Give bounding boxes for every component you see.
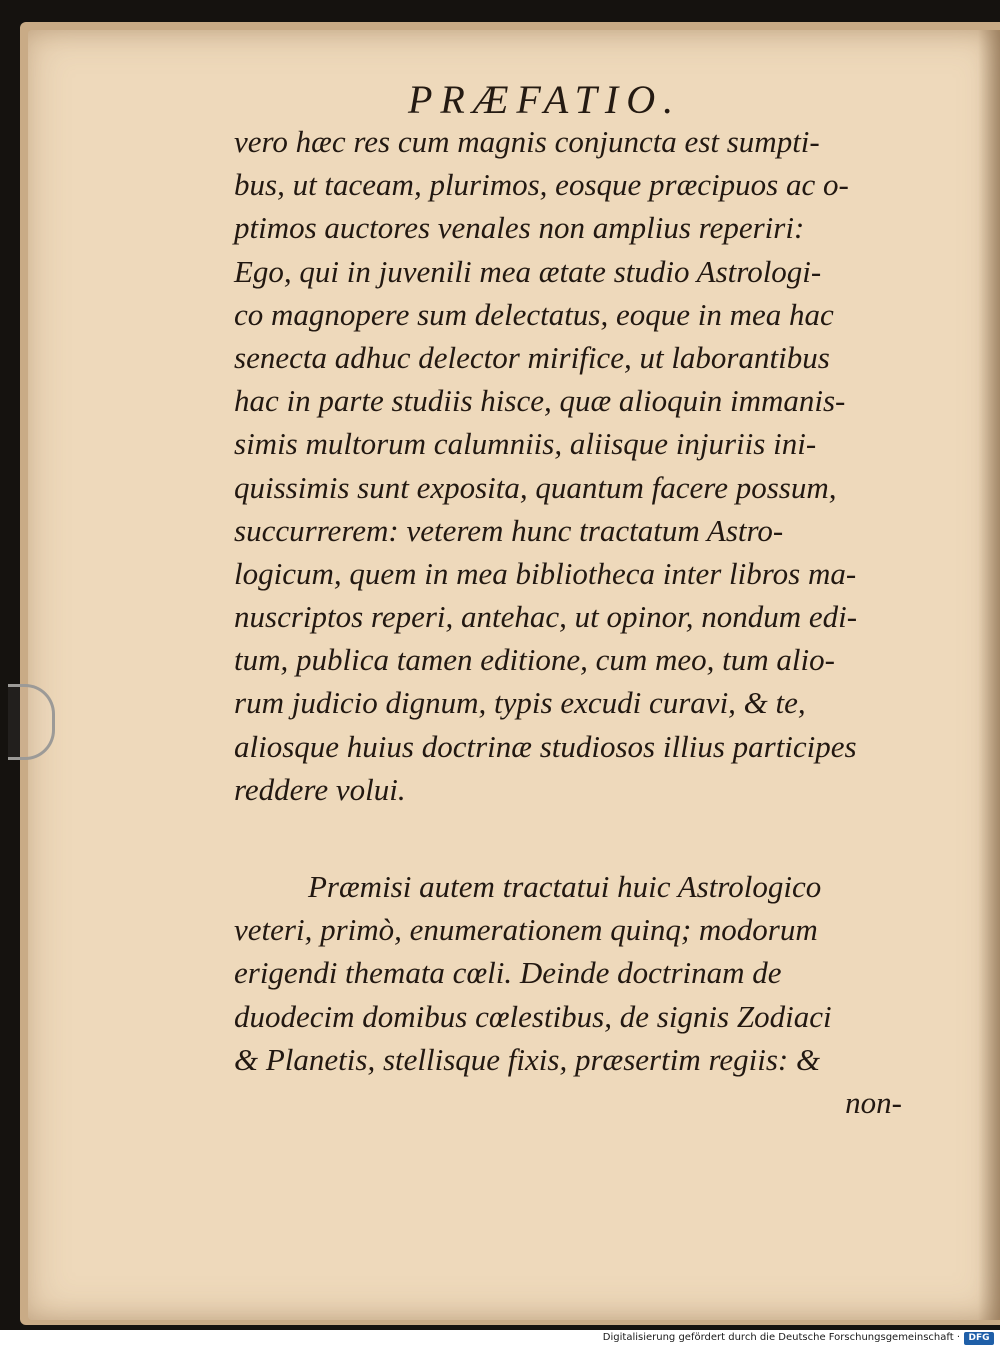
- text-line: succurrerem: veterem hunc tractatum Astro-: [234, 512, 784, 548]
- text-line: quissimis sunt exposita, quantum facere possum,: [234, 469, 837, 505]
- catchword: non-: [845, 1084, 902, 1120]
- text-line: bus, ut taceam, plurimos, eosque præcipuos ac o-: [234, 167, 849, 203]
- footer-bar: [0, 1330, 1000, 1348]
- paper-clip: [8, 684, 55, 760]
- footer-credit: Digitalisierung gefördert durch die Deutsche Forschungsgemeinschaft ·: [602, 1332, 960, 1343]
- text-line: senecta adhuc delector mirifice, ut laborantibus: [234, 339, 830, 375]
- text-line: nuscriptos reperi, antehac, ut opinor, nondum edi-: [234, 599, 858, 635]
- text-line: Præmisi autem tractatui huic Astrologico: [308, 869, 822, 904]
- text-line: tum, publica tamen editione, cum meo, tum alio-: [234, 642, 835, 678]
- page-heading: PRÆFATIO.: [408, 77, 682, 122]
- body-text: [234, 120, 914, 1124]
- text-line: co magnopere sum delectatus, eoque in mea hac: [234, 296, 834, 332]
- text-line: logicum, quem in mea bibliotheca inter libros ma-: [234, 555, 857, 591]
- text-line: rum judicio dignum, typis excudi curavi, & te,: [234, 685, 806, 721]
- dfg-logo: DFG: [964, 1332, 994, 1345]
- text-line: aliosque huius doctrinæ studiosos illius participes: [234, 728, 857, 764]
- text-line: vero hæc res cum magnis conjuncta est sumpti-: [234, 124, 820, 159]
- text-line: simis multorum calumniis, aliisque injuriis ini-: [234, 426, 817, 462]
- text-line: duodecim domibus cœlestibus, de signis Zodiaci: [234, 998, 832, 1034]
- text-line: & Planetis, stellisque fixis, præsertim regiis: &: [234, 1041, 821, 1077]
- text-line: hac in parte studiis hisce, quæ alioquin immanis-: [234, 383, 846, 419]
- paragraph-gap: [234, 811, 914, 865]
- text-line: veteri, primò, enumerationem quinq; modorum: [234, 912, 818, 948]
- text-line: Ego, qui in juvenili mea ætate studio Astrologi-: [234, 253, 822, 289]
- text-line: reddere volui.: [234, 771, 406, 807]
- text-line: erigendi themata cœli. Deinde doctrinam de: [234, 955, 782, 991]
- text-line: ptimos auctores venales non amplius reperiri:: [234, 210, 805, 246]
